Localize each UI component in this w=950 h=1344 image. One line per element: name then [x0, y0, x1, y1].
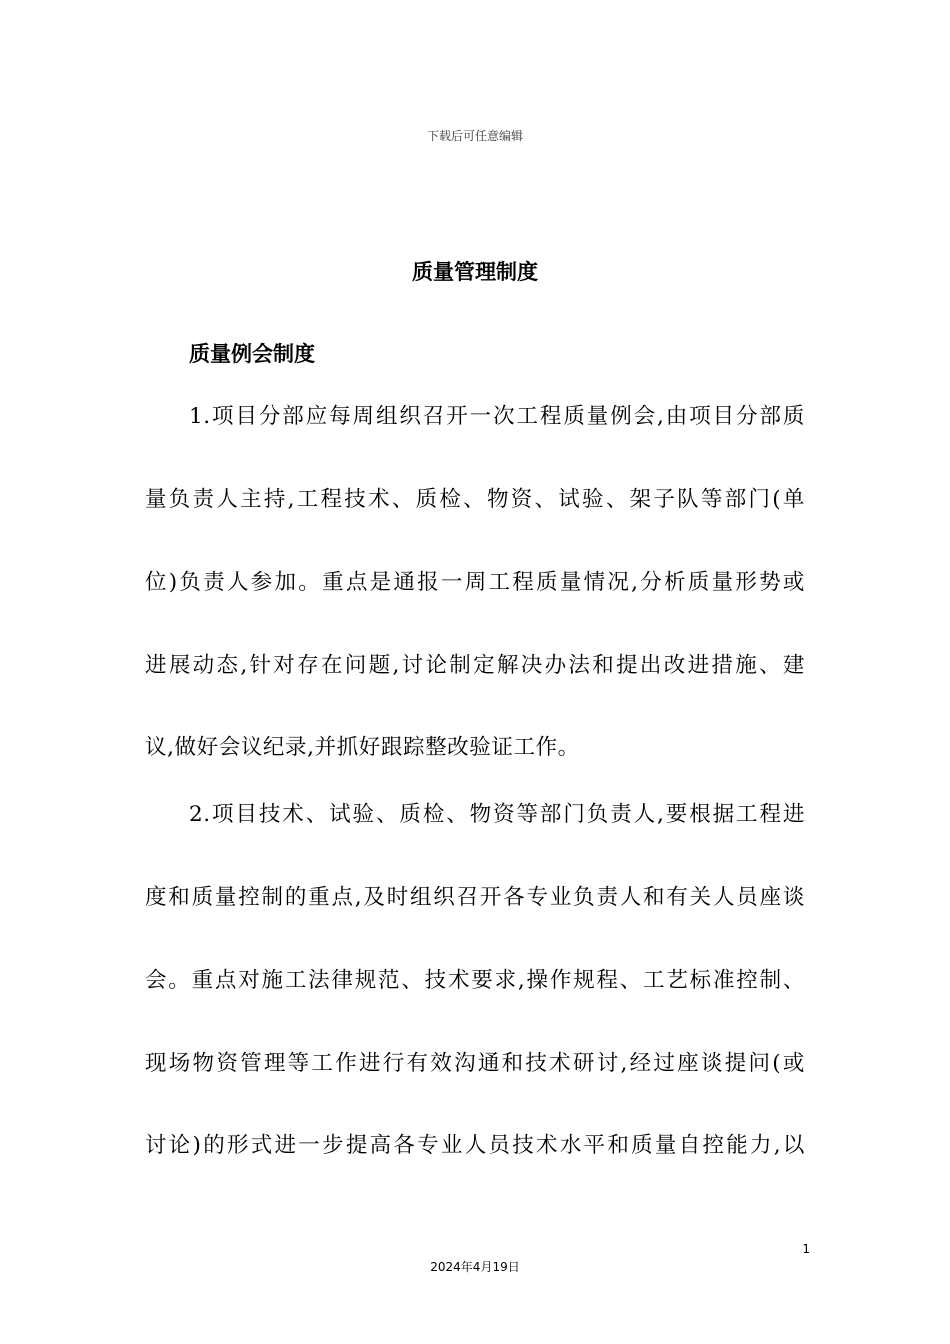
paragraph-line: 讨论)的形式进一步提高各专业人员技术水平和质量自控能力,以 [145, 1133, 805, 1158]
paragraph-line: 现场物资管理等工作进行有效沟通和技术研讨,经过座谈提问(或 [145, 1051, 805, 1076]
paragraph-line: 会。重点对施工法律规范、技术要求,操作规程、工艺标准控制、 [145, 968, 805, 993]
header-note: 下载后可任意编辑 [426, 129, 523, 143]
paragraph-line: 议,做好会议纪录,并抓好跟踪整改验证工作。 [145, 735, 580, 760]
paragraph-line: 度和质量控制的重点,及时组织召开各专业负责人和有关人员座谈 [145, 885, 805, 910]
document-title: 质量管理制度 [412, 260, 538, 284]
paragraph-line: 进展动态,针对存在问题,讨论制定解决办法和提出改进措施、建 [145, 653, 805, 678]
footer-date: 2024年4月19日 [430, 1260, 520, 1274]
page-number: 1 [802, 1242, 810, 1256]
paragraph-line: 2.项目技术、试验、质检、物资等部门负责人,要根据工程进 [189, 802, 805, 827]
paragraph-line: 位)负责人参加。重点是通报一周工程质量情况,分析质量形势或 [145, 570, 805, 595]
section-heading: 质量例会制度 [189, 342, 315, 366]
paragraph-line: 1.项目分部应每周组织召开一次工程质量例会,由项目分部质 [189, 404, 805, 429]
paragraph-line: 量负责人主持,工程技术、质检、物资、试验、架子队等部门(单 [145, 487, 805, 512]
